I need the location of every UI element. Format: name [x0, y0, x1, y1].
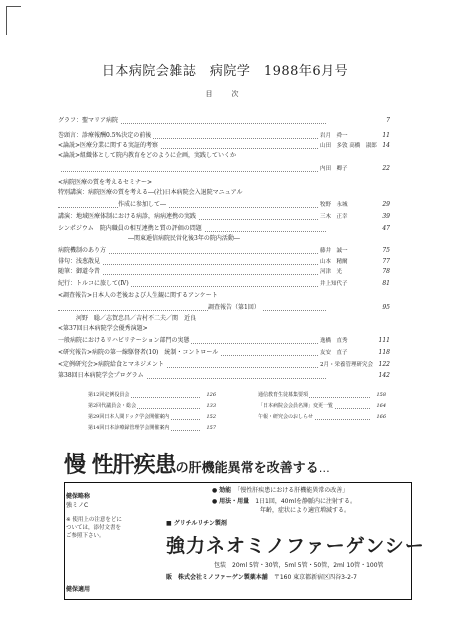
toc-entry-title: 第38回日本病院学会プログラム [58, 372, 144, 379]
advertisement [64, 448, 425, 600]
ad-indication-text: 「慢性肝疾患における肝機能異常の改善」 [237, 487, 349, 494]
toc-entry-title: 紀行：トルコに旅して(Ⅳ) [58, 280, 129, 287]
toc-entry-author: 井上知代子 [320, 281, 348, 287]
notice-page: 164 [376, 403, 386, 409]
toc-heading: 目 次 [205, 90, 245, 98]
ad-insurance-label: 健保略称 [66, 493, 91, 500]
toc-entry-page: 22 [382, 165, 390, 172]
toc-entry-page: 81 [382, 280, 390, 287]
toc-entry-page: 75 [382, 247, 390, 254]
notice-page: 157 [206, 425, 216, 431]
ad-headline-tail: … [318, 462, 330, 475]
toc-entry-author: 山田 多敦 高橋 淑郎 [320, 143, 377, 149]
toc-entry [58, 200, 390, 210]
toc-entry-title: 講演：地域医療体制における病診，病病連携の実践 [58, 213, 197, 220]
toc-entry-author: 三木 正幸 [320, 214, 348, 220]
ad-maker-prefix: 販 [166, 574, 173, 581]
toc-entry-author: 2月・栄養管理研究会 [320, 362, 373, 368]
ad-dosage-text: 1日1回，40mlを静脈内に注射する。 [255, 498, 356, 505]
toc-entry-author: 藤井 誠一 [320, 248, 348, 254]
notice-title: 「日本病院会会員名簿」変更一覧 [258, 403, 334, 409]
toc-entry [58, 151, 390, 161]
toc-entry-author: 友安 直子 [320, 350, 348, 356]
toc-entry [58, 257, 390, 267]
ad-dosage-note: 年齢，症状により適宜増減する。 [260, 507, 351, 514]
toc-entry-title: <研究報告>病院の第一線駆督者(10) 統制・コントロール [58, 349, 219, 356]
notice-entry [258, 390, 386, 400]
notice-page: 152 [206, 414, 216, 420]
ad-dosage-label: 用法・用量 [219, 498, 250, 505]
toc-entry-title: 一般病院におけるリハビリテーション部門の実態 [58, 337, 190, 344]
ad-packaging [214, 561, 384, 570]
ad-maker-name: 株式会社ミノファーゲン製薬本舗 [178, 574, 268, 581]
notice-title: 第14回日本診療録管理学会開催案内 [88, 425, 170, 431]
ad-indication-label: 効能 [219, 487, 232, 494]
toc-entry-title [58, 165, 60, 172]
toc-entry-title: <病院医療の質を考えるセミナー> [58, 179, 153, 186]
toc-entry [58, 178, 390, 188]
notice-entry [258, 412, 386, 422]
toc-entry [58, 314, 390, 324]
ad-dosage: ● 用法・用量 1日1回，40mlを静脈内に注射する。 [212, 498, 356, 505]
toc-entry-title: <定例研究会>病院給食とマネジメント [58, 361, 164, 368]
toc-entry [58, 324, 390, 334]
toc-entry [58, 267, 390, 277]
toc-entry-title: 作成に参加して― [118, 201, 167, 208]
toc-entry [58, 141, 390, 151]
toc-entry [58, 212, 390, 222]
toc-entry [58, 303, 390, 313]
toc-entry-page: 142 [378, 372, 390, 379]
toc-entry-page: 111 [378, 337, 390, 344]
toc-entry-page: 7 [386, 117, 390, 124]
toc-entry-title: 病院機制のあり方 [58, 247, 107, 254]
toc-entry-title: 調査報告（第1回） [208, 304, 260, 311]
notice-title: 午報・研究会のおしらせ [258, 414, 313, 420]
ad-headline [64, 448, 412, 478]
notice-entry [88, 390, 216, 400]
toc-entry-page: 95 [382, 304, 390, 311]
toc-entry-author: 山本 精爾 [320, 259, 348, 265]
toc-entry [58, 360, 390, 370]
notice-title: 第2回代議員会・総会 [88, 403, 137, 409]
notice-title: 第12回定例役員会 [88, 392, 130, 398]
notice-page: 133 [206, 403, 216, 409]
toc-entry [58, 116, 390, 126]
toc-entry-page: 78 [382, 268, 390, 275]
notice-page: 166 [376, 414, 386, 420]
leader-dots [58, 200, 326, 208]
toc-entry-page: 11 [382, 132, 390, 139]
toc-entry [58, 131, 390, 141]
ad-packaging-text: 20ml 5管・30管，5ml 5管・50管，2ml 10管・100管 [232, 562, 384, 569]
toc-entry [58, 371, 390, 381]
toc-entry-title: <調査報告>日本人の老後および人生観に関するアンケート [58, 292, 218, 299]
toc-entry-title: 特別講演：病院医療の質を考える―(社)日本病院会入退院マニュアル [58, 189, 243, 196]
toc-entry [58, 246, 390, 256]
toc-entry-page: 39 [382, 213, 390, 220]
toc-entry-title: 随筆：御道今昔 [58, 268, 101, 275]
toc-entry-author: 岩月 舜一 [320, 133, 348, 139]
toc-entry [58, 348, 390, 358]
toc-entry-author: 内田 卿子 [320, 166, 348, 172]
toc-entry [58, 164, 390, 174]
toc-entry-title: <論説>組織体として院内教育をどのように企画，実践していくか [58, 152, 237, 159]
toc-entry [58, 188, 390, 198]
toc-entry-title: 俳句：浅葱散見 [58, 258, 101, 265]
toc-entry-page: 77 [382, 258, 390, 265]
notice-title: 第29回日本人間ドック学会開催案内 [88, 414, 170, 420]
ad-packaging-label: 包装 [214, 562, 227, 569]
notice-page: 158 [376, 392, 386, 398]
ad-address: 〒160 東京都新宿区四谷3-2-7 [273, 574, 357, 581]
leader-dots [58, 303, 326, 311]
toc-entry-page: 122 [378, 361, 390, 368]
notice-entry [88, 423, 216, 433]
notice-title: 通信教育生徒募集要項 [258, 392, 309, 398]
toc-entry-title: <論説>医療分業に関する実証的考察 [58, 142, 159, 149]
toc-entry-title: ―関東逓信病院民営化後3年の院内活動― [128, 235, 240, 242]
toc-entry-page: 47 [382, 225, 390, 232]
notice-page: 126 [206, 392, 216, 398]
toc-entry-author: 逸橋 直秀 [320, 338, 348, 344]
crop-mark [6, 6, 21, 35]
notice-entry [88, 401, 216, 411]
notice-entry [258, 401, 386, 411]
toc-entry-author: 河津 光 [320, 269, 343, 275]
toc-entry-title: グラフ：聖マリア病院 [58, 117, 119, 124]
toc-entry [58, 224, 390, 234]
toc-entry-page: 29 [382, 201, 390, 208]
toc-entry-title: <第37回日本病院学会優秀演題> [58, 325, 148, 332]
toc-entry [58, 336, 390, 346]
journal-title: 日本病院会雑誌 病院学 1988年6月号 [101, 64, 349, 79]
notice-entry [88, 412, 216, 422]
ad-maker [166, 573, 357, 582]
ad-usage-note: ※ 使用上の注意をどについては，添付文書をご参照下さい。 [66, 517, 122, 539]
leader-dots [58, 164, 326, 172]
toc-entry-title: 河野 聡／志賀忠昌／吉村不二夫／関 近良 [76, 315, 197, 322]
ad-ingredient: ■ グリチルリチン製剤 [166, 520, 227, 527]
ad-headline-big: 慢 性肝疾患 [64, 453, 176, 478]
toc-entry-title: シンポジウム 院内職員の相互連携と質の評価の問題 [58, 225, 202, 232]
toc-entry-author: 牧野 永城 [320, 202, 348, 208]
toc-entry [58, 234, 390, 244]
toc-entry-page: 118 [378, 349, 390, 356]
toc-entry-page: 14 [382, 142, 390, 149]
toc-entry-title: 巻頭言：診療報酬0.5%決定の前後 [58, 132, 152, 139]
ad-abbrev: 強ミノC [66, 502, 89, 509]
ad-headline-mid: の肝機能異常を改善する [175, 461, 319, 476]
ad-indication: ● 効能 「慢性肝疾患における肝機能異常の改善」 [212, 487, 349, 494]
toc-entry [58, 279, 390, 289]
toc-entry [58, 291, 390, 301]
ad-insurance-footer: 健保適用 [66, 586, 91, 593]
ad-brand-name: 強力ネオミノファーゲンシー [166, 535, 425, 557]
